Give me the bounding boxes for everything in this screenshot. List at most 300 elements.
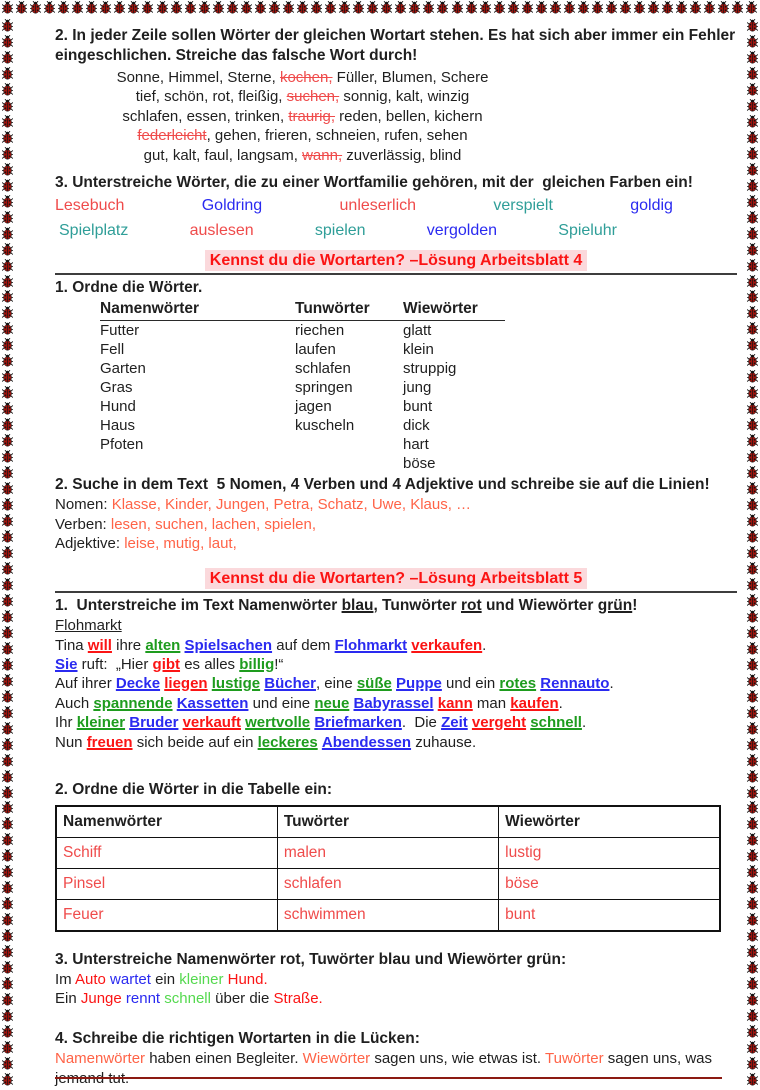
- table-cell: Schiff: [56, 837, 277, 868]
- ab5-task3-sentences: [55, 970, 737, 1009]
- text-token: Flohmarkt: [334, 636, 408, 654]
- text-token: Tuwörter: [545, 1049, 604, 1067]
- text-token: sonnig, kalt, winzig: [339, 88, 470, 106]
- ladybug-icon: [747, 259, 758, 272]
- ladybug-icon: [2, 881, 13, 894]
- ladybug-icon: [2, 722, 13, 735]
- ladybug-icon: [747, 881, 758, 894]
- word-item: dick: [403, 417, 430, 435]
- text-token: Goldring: [201, 197, 263, 215]
- ladybug-icon: [325, 1, 336, 14]
- text-line: [55, 636, 737, 655]
- text-token: .: [558, 694, 563, 712]
- word-item: jung: [403, 379, 432, 397]
- ladybug-icon: [747, 434, 758, 447]
- ladybug-icon: [747, 1025, 758, 1038]
- text-token: kleiner: [179, 970, 224, 988]
- ladybug-icon: [2, 402, 13, 415]
- ladybug-icon: [2, 1057, 13, 1070]
- text-token: gibt: [152, 655, 181, 673]
- ladybug-icon: [2, 929, 13, 942]
- word-item: Garten: [100, 360, 146, 378]
- ladybug-icon: [2, 35, 13, 48]
- ladybug-icon: [747, 83, 758, 96]
- ladybug-icon: [452, 1, 463, 14]
- ladybug-icon: [2, 658, 13, 671]
- ladybug-icon: [747, 354, 758, 367]
- text-token: wertvolle: [245, 714, 311, 732]
- text-token: freuen: [86, 733, 133, 751]
- ab4-banner-title: Kennst du die Wortarten? –Lösung Arbeitsblatt 4: [205, 250, 587, 271]
- text-line: [55, 694, 737, 713]
- text-token: Briefmarken: [314, 714, 402, 732]
- text-token: Bücher: [264, 675, 316, 693]
- word-item: laufen: [295, 341, 336, 359]
- ladybug-icon: [747, 402, 758, 415]
- ladybug-icon: [2, 115, 13, 128]
- task3-word-rows: [55, 193, 737, 243]
- text-token: spielen: [314, 222, 366, 240]
- ab5-task4-heading: 4. Schreibe die richtigen Wortarten in die Lücken:: [55, 1029, 420, 1047]
- ladybug-icon: [2, 801, 13, 814]
- ladybug-icon: [2, 195, 13, 208]
- word-item: springen: [295, 379, 353, 397]
- ladybug-icon: [72, 1, 83, 14]
- answer-label: Nomen:: [55, 496, 108, 514]
- ladybug-icon: [747, 99, 758, 112]
- ladybug-icon: [747, 658, 758, 671]
- text-token: will: [87, 636, 112, 654]
- ladybug-icon: [2, 786, 13, 799]
- ladybug-icon: [2, 514, 13, 527]
- ladybug-icon: [2, 211, 13, 224]
- ladybug-icon: [2, 434, 13, 447]
- table-row: [56, 837, 720, 868]
- ladybug-icon: [747, 35, 758, 48]
- ladybug-icon: [747, 849, 758, 862]
- ladybug-icon: [747, 738, 758, 751]
- ladybug-border-top: [0, 1, 760, 15]
- ladybug-icon: [747, 147, 758, 160]
- ladybug-icon: [747, 275, 758, 288]
- text-line: [55, 655, 737, 674]
- ladybug-icon: [747, 290, 758, 303]
- ladybug-icon: [2, 354, 13, 367]
- ladybug-icon: [2, 897, 13, 910]
- task3-heading: 3. Unterstreiche Wörter, die zu einer Wortfamilie gehören, mit der gleichen Farben ein!: [55, 174, 693, 192]
- ladybug-icon: [2, 993, 13, 1006]
- text-token: ruft: „Hier: [77, 655, 153, 673]
- text-line: [55, 87, 550, 106]
- ladybug-icon: [297, 1, 308, 14]
- text-token: Bruder: [129, 714, 179, 732]
- task2-word-list: [55, 68, 550, 165]
- ab5-separator-line: [55, 591, 737, 593]
- text-token: traurig,: [288, 107, 336, 125]
- table-cell: schlafen: [277, 868, 498, 899]
- ladybug-icon: [381, 1, 392, 14]
- ladybug-icon: [732, 1, 743, 14]
- ab4-word-grid: [100, 299, 737, 473]
- ladybug-icon: [747, 897, 758, 910]
- ladybug-icon: [2, 833, 13, 846]
- ab5-task2-heading: 2. Ordne die Wörter in die Tabelle ein:: [55, 780, 333, 798]
- ab4-separator-line: [55, 273, 737, 275]
- ladybug-icon: [100, 1, 111, 14]
- ladybug-icon: [747, 179, 758, 192]
- ladybug-icon: [2, 163, 13, 176]
- text-token: Puppe: [396, 675, 442, 693]
- word-column-header: Tunwörter: [295, 300, 370, 318]
- ladybug-icon: [2, 674, 13, 687]
- word-item: jagen: [295, 398, 332, 416]
- word-item: Pfoten: [100, 436, 144, 454]
- ladybug-icon: [747, 578, 758, 591]
- ladybug-icon: [747, 466, 758, 479]
- text-token: Auto: [75, 970, 106, 988]
- text-token: Nun: [55, 733, 87, 751]
- ladybug-icon: [564, 1, 575, 14]
- table-cell: lustig: [499, 837, 720, 868]
- ladybug-icon: [2, 243, 13, 256]
- ladybug-icon: [747, 1041, 758, 1054]
- text-token: ihre: [111, 636, 146, 654]
- ladybug-icon: [2, 610, 13, 623]
- ladybug-icon: [747, 865, 758, 878]
- text-token: lustige: [211, 675, 261, 693]
- text-token: Straße.: [273, 990, 323, 1008]
- ladybug-icon: [2, 131, 13, 144]
- table-header-cell: Wiewörter: [499, 806, 720, 838]
- ab4-word-grid-header: [100, 299, 505, 321]
- ladybug-icon: [747, 626, 758, 639]
- ladybug-icon: [353, 1, 364, 14]
- ladybug-icon: [494, 1, 505, 14]
- text-token: kochen,: [279, 69, 333, 86]
- ladybug-icon: [2, 578, 13, 591]
- ladybug-icon: [2, 642, 13, 655]
- text-token: rot: [460, 597, 482, 615]
- answer-row: [55, 495, 737, 515]
- ladybug-icon: [2, 849, 13, 862]
- word-column-header: Wiewörter: [403, 300, 478, 318]
- ladybug-icon: [2, 259, 13, 272]
- table-cell: malen: [277, 837, 498, 868]
- ladybug-icon: [480, 1, 491, 14]
- text-token: sich beide auf ein: [132, 733, 258, 751]
- word-item: Fell: [100, 341, 125, 359]
- ladybug-icon: [2, 386, 13, 399]
- word-item: riechen: [295, 322, 345, 340]
- ladybug-icon: [2, 1041, 13, 1054]
- table-header-cell: Tuwörter: [277, 806, 498, 838]
- ladybug-icon: [747, 690, 758, 703]
- ladybug-icon: [747, 19, 758, 32]
- ladybug-icon: [311, 1, 322, 14]
- ab5-banner-wrap: [55, 568, 737, 589]
- text-token: Spielsachen: [184, 636, 273, 654]
- ladybug-icon: [16, 1, 27, 14]
- ladybug-icon: [747, 530, 758, 543]
- text-token: unleserlich: [339, 197, 417, 215]
- table-cell: Feuer: [56, 899, 277, 931]
- ladybug-icon: [578, 1, 589, 14]
- text-token: Sonne, Himmel, Sterne,: [116, 69, 280, 86]
- ladybug-icon: [30, 1, 41, 14]
- bottom-line: [55, 1077, 722, 1079]
- ladybug-icon: [2, 51, 13, 64]
- ladybug-icon: [2, 450, 13, 463]
- text-token: Hund.: [227, 970, 268, 988]
- ladybug-icon: [128, 1, 139, 14]
- word-item: Futter: [100, 322, 140, 340]
- ladybug-icon: [508, 1, 519, 14]
- ladybug-icon: [522, 1, 533, 14]
- text-token: .: [581, 714, 587, 732]
- ladybug-icon: [423, 1, 434, 14]
- text-line: [55, 107, 550, 126]
- ladybug-icon: [2, 338, 13, 351]
- ladybug-icon: [2, 945, 13, 958]
- ab5-task1-heading: [55, 596, 737, 616]
- ladybug-icon: [86, 1, 97, 14]
- ladybug-border-left: [1, 19, 13, 1086]
- ladybug-icon: [2, 594, 13, 607]
- ladybug-icon: [747, 562, 758, 575]
- ladybug-icon: [2, 865, 13, 878]
- text-token: !“: [274, 655, 284, 673]
- ladybug-icon: [747, 450, 758, 463]
- ladybug-icon: [2, 1009, 13, 1022]
- ladybug-icon: [2, 67, 13, 80]
- text-token: Spielplatz: [59, 222, 129, 240]
- text-token: kleiner: [76, 714, 126, 732]
- ladybug-icon: [747, 817, 758, 830]
- text-token: Sie: [55, 655, 78, 673]
- ladybug-icon: [747, 195, 758, 208]
- word-column: [403, 321, 505, 473]
- text-token: grün: [597, 597, 633, 615]
- text-token: wartet: [110, 970, 151, 988]
- text-token: und eine: [248, 694, 315, 712]
- text-token: sagen uns, wie etwas ist.: [370, 1049, 545, 1067]
- word-item: Hund: [100, 398, 136, 416]
- ladybug-icon: [747, 801, 758, 814]
- ladybug-icon: [676, 1, 687, 14]
- ladybug-icon: [747, 386, 758, 399]
- ladybug-icon: [747, 370, 758, 383]
- ladybug-icon: [592, 1, 603, 14]
- text-token: spannende: [93, 694, 173, 712]
- word-item: Gras: [100, 379, 133, 397]
- ladybug-icon: [747, 338, 758, 351]
- text-line: [55, 146, 550, 165]
- ladybug-icon: [2, 562, 13, 575]
- word-item: schlafen: [295, 360, 351, 378]
- ladybug-icon: [747, 722, 758, 735]
- text-token: Zeit: [441, 714, 468, 732]
- text-token: Auch: [55, 694, 94, 712]
- ladybug-icon: [620, 1, 631, 14]
- worksheet-content: [55, 22, 740, 1089]
- ladybug-icon: [2, 418, 13, 431]
- text-token: Babyrassel: [353, 694, 434, 712]
- answer-value: Klasse, Kinder, Jungen, Petra, Schatz, Uwe, Klaus, …: [107, 496, 472, 514]
- text-token: Wiewörter: [302, 1049, 371, 1067]
- text-token: gut, kalt, faul, langsam,: [143, 146, 303, 164]
- text-token: Ihr: [55, 714, 77, 732]
- flohmarkt-subtitle: Flohmarkt: [55, 617, 122, 635]
- ladybug-icon: [2, 227, 13, 240]
- text-token: auf dem: [272, 636, 335, 654]
- table-header-cell: Namenwörter: [56, 806, 277, 838]
- text-token: Tina: [55, 636, 88, 654]
- ladybug-icon: [2, 275, 13, 288]
- ladybug-icon: [2, 19, 13, 32]
- ladybug-icon: [747, 243, 758, 256]
- ladybug-icon: [171, 1, 182, 14]
- ladybug-icon: [747, 163, 758, 176]
- table-cell: böse: [499, 868, 720, 899]
- ladybug-icon: [142, 1, 153, 14]
- wortarten-table-header-row: [56, 806, 720, 838]
- ladybug-icon: [747, 498, 758, 511]
- ladybug-icon: [2, 290, 13, 303]
- flohmarkt-text: [55, 636, 737, 752]
- ladybug-icon: [550, 1, 561, 14]
- ladybug-icon: [2, 466, 13, 479]
- text-token: haben einen Begleiter.: [145, 1049, 303, 1067]
- text-token: liegen: [164, 675, 208, 693]
- ladybug-icon: [58, 1, 69, 14]
- text-token: auslesen: [189, 222, 254, 240]
- ladybug-icon: [746, 1, 757, 14]
- word-item: klein: [403, 341, 434, 359]
- ladybug-icon: [606, 1, 617, 14]
- ladybug-icon: [747, 770, 758, 783]
- text-token: , eine: [315, 675, 357, 693]
- ladybug-icon: [2, 690, 13, 703]
- ladybug-icon: [747, 67, 758, 80]
- word-column: [295, 321, 403, 473]
- text-line: [55, 126, 550, 145]
- ladybug-icon: [747, 977, 758, 990]
- task3-row-1: [55, 193, 673, 218]
- ladybug-icon: [747, 706, 758, 719]
- text-token: , gehen, frieren, schneien, rufen, sehen: [206, 127, 468, 145]
- ladybug-border-right: [746, 19, 758, 1086]
- word-item: kuscheln: [295, 417, 355, 435]
- text-token: billig: [239, 655, 275, 673]
- text-token: und Wiewörter: [481, 597, 598, 615]
- ladybug-icon: [747, 945, 758, 958]
- text-token: verkaufen: [411, 636, 483, 654]
- ab4-task2-heading: 2. Suche in dem Text 5 Nomen, 4 Verben und 4 Adjektive und schreibe sie auf die Linien!: [55, 476, 710, 494]
- text-line: [55, 713, 737, 732]
- text-token: suchen,: [286, 88, 340, 106]
- ladybug-icon: [747, 322, 758, 335]
- word-item: glatt: [403, 322, 432, 340]
- ladybug-icon: [718, 1, 729, 14]
- ladybug-icon: [747, 786, 758, 799]
- text-token: zuhause.: [411, 733, 477, 751]
- ladybug-icon: [747, 929, 758, 942]
- text-token: man: [472, 694, 511, 712]
- text-token: vergeht: [471, 714, 527, 732]
- ladybug-icon: [2, 1025, 13, 1038]
- ladybug-icon: [2, 738, 13, 751]
- ladybug-icon: [747, 833, 758, 846]
- ladybug-icon: [2, 706, 13, 719]
- word-item: bunt: [403, 398, 433, 416]
- ladybug-icon: [2, 370, 13, 383]
- ladybug-icon: [747, 642, 758, 655]
- ladybug-icon: [157, 1, 168, 14]
- ladybug-icon: [747, 514, 758, 527]
- ab5-banner-title: Kennst du die Wortarten? –Lösung Arbeitsblatt 5: [205, 568, 587, 589]
- text-token: Kassetten: [176, 694, 249, 712]
- ladybug-icon: [2, 770, 13, 783]
- ladybug-icon: [437, 1, 448, 14]
- text-token: verkauft: [182, 714, 241, 732]
- text-token: Rennauto: [540, 675, 610, 693]
- ladybug-icon: [747, 1057, 758, 1070]
- text-token: . Die: [401, 714, 442, 732]
- text-token: Im: [55, 970, 76, 988]
- text-token: schnell: [164, 990, 211, 1008]
- table-cell: Pinsel: [56, 868, 277, 899]
- text-token: süße: [356, 675, 392, 693]
- ladybug-icon: [283, 1, 294, 14]
- text-token: .: [482, 636, 487, 654]
- answer-value: leise, mutig, laut,: [120, 535, 237, 553]
- ladybug-icon: [367, 1, 378, 14]
- answer-row: [55, 534, 737, 554]
- ab4-task1-heading: 1. Ordne die Wörter.: [55, 279, 203, 297]
- ladybug-icon: [747, 418, 758, 431]
- ladybug-icon: [2, 626, 13, 639]
- text-token: Decke: [115, 675, 161, 693]
- table-cell: bunt: [499, 899, 720, 931]
- ladybug-icon: [747, 674, 758, 687]
- text-token: zuverlässig, blind: [342, 146, 462, 164]
- answer-label: Adjektive:: [55, 535, 121, 553]
- text-token: kaufen: [510, 694, 559, 712]
- text-line: [55, 68, 550, 87]
- ladybug-icon: [114, 1, 125, 14]
- word-item: hart: [403, 436, 429, 454]
- ladybug-icon: [2, 322, 13, 335]
- ladybug-icon: [2, 83, 13, 96]
- text-token: Spieluhr: [558, 222, 617, 240]
- text-line: [55, 733, 737, 752]
- ladybug-icon: [269, 1, 280, 14]
- text-line: [55, 674, 737, 693]
- text-token: Namenwörter: [55, 1049, 146, 1067]
- text-token: federleicht: [137, 127, 207, 145]
- text-token: es alles: [180, 655, 240, 673]
- ladybug-icon: [704, 1, 715, 14]
- ab4-task2-answers: [55, 495, 737, 554]
- text-token: leckeres: [257, 733, 318, 751]
- ladybug-icon: [747, 306, 758, 319]
- ladybug-icon: [662, 1, 673, 14]
- ladybug-icon: [747, 51, 758, 64]
- ladybug-icon: [2, 961, 13, 974]
- text-token: rennt: [125, 990, 161, 1008]
- ladybug-icon: [2, 913, 13, 926]
- ladybug-icon: [241, 1, 252, 14]
